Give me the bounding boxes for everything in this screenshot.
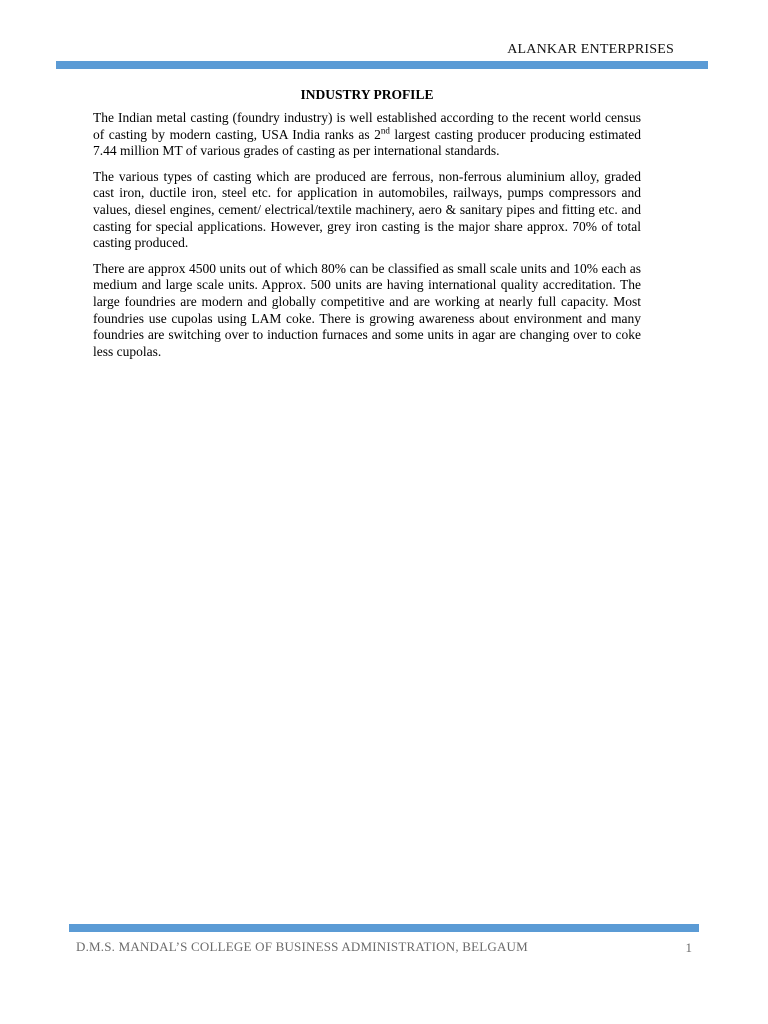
page-content: [93, 87, 641, 369]
header-company-name: ALANKAR ENTERPRISES: [507, 42, 674, 57]
footer-institution: D.M.S. MANDAL’S COLLEGE OF BUSINESS ADMINISTRATION, BELGAUM: [76, 939, 528, 954]
paragraph-1-text-start: The Indian metal casting (foundry industry) is well established according to the recent world census of casting by modern casting, USA India ranks as 2: [93, 110, 641, 142]
footer-divider-bar: [69, 924, 699, 932]
header-divider-bar: [56, 61, 708, 69]
section-title: INDUSTRY PROFILE: [300, 87, 434, 102]
paragraph-casting-types: The various types of casting which are produced are ferrous, non-ferrous aluminium alloy, graded cast iron, ductile iron, steel etc. for application in automobiles, railways, pumps compressors and values, diesel engines, cement/ electrical/textile machinery, aero & sanitary pipes and fitting etc. and casting for special applications. However, grey iron casting is the major share approx. 70% of total casting produced.: [93, 168, 641, 251]
ordinal-superscript: nd: [380, 125, 390, 136]
paragraph-1-text-end: largest casting producer producing estimated 7.44 million MT of various grades of casting as per international standards.: [93, 126, 641, 159]
page-number: 1: [685, 940, 692, 955]
paragraph-foundry-units: There are approx 4500 units out of which 80% can be classified as small scale units and 10% each as medium and large scale units. Approx. 500 units are having international quality accreditation. The large foundries are modern and globally competitive and are working at nearly full capacity. Most foundries use cupolas using LAM coke. There is growing awareness about environment and many foundries are switching over to induction furnaces and some units in agar are changing over to coke less cupolas.: [93, 260, 641, 359]
paragraph-casting-ranking: [93, 110, 641, 160]
